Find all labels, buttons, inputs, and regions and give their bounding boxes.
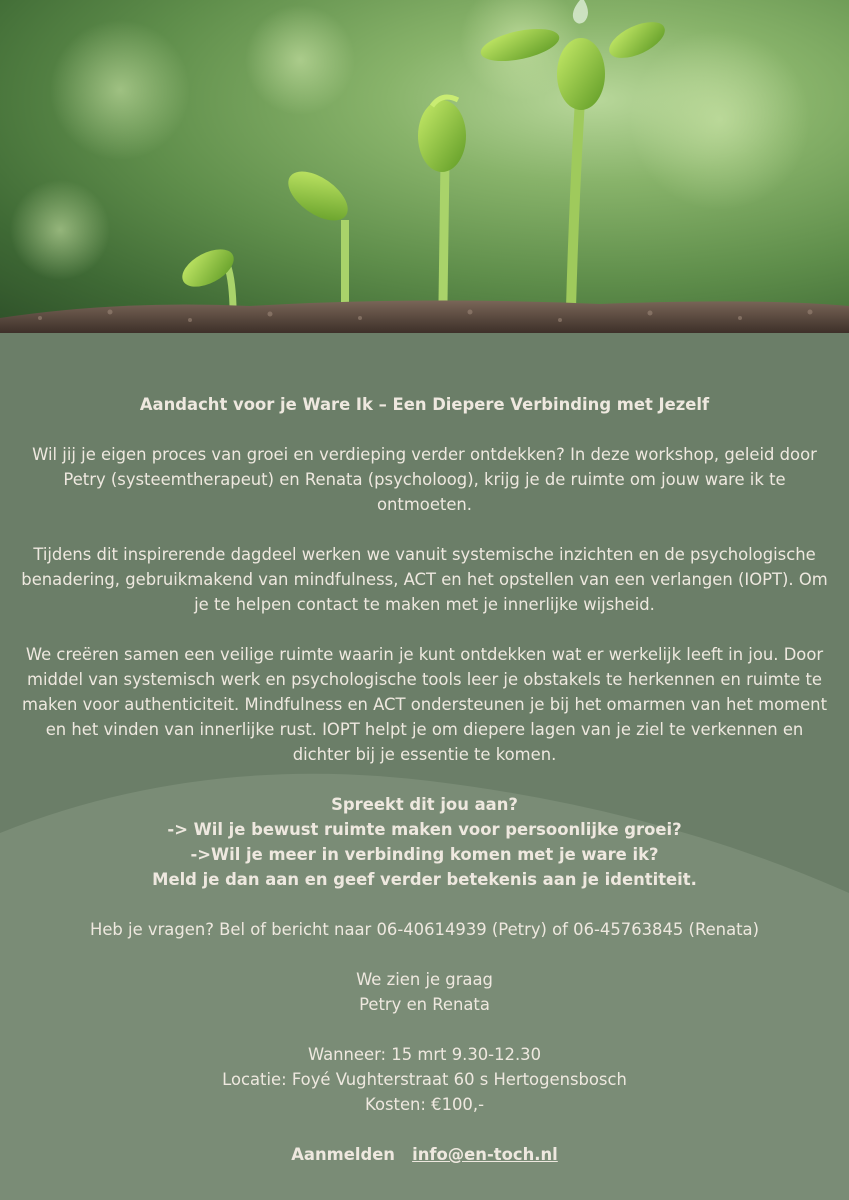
seedlings-illustration	[0, 0, 849, 333]
questions-contact: Heb je vragen? Bel of bericht naar 06-40614939 (Petry) of 06-45763845 (Renata)	[90, 920, 759, 939]
callout-item-2: ->Wil je meer in verbinding komen met je ware ik?	[190, 845, 659, 864]
signup-label: Aanmelden	[291, 1145, 395, 1164]
callout-question: Spreekt dit jou aan?	[331, 795, 518, 814]
description-paragraph: We creëren samen een veilige ruimte waarin je kunt ontdekken wat er werkelijk leeft in jou. Door middel van systemisch werk en psychologische tools leer je obstakels te herkennen en ruimte te maken voor authenticiteit. Mindfulness en ACT ondersteunen je bij het omarmen van het moment en het vinden van innerlijke rust. IOPT helpt je om diepere lagen van je ziel te verkennen en dichter bij je essentie te komen.	[22, 645, 827, 764]
hero-image	[0, 0, 849, 333]
closing-signature: Petry en Renata	[359, 995, 490, 1014]
method-paragraph: Tijdens dit inspirerende dagdeel werken we vanuit systemische inzichten en de psychologische benadering, gebruikmakend van mindfulness, ACT en het opstellen van een verlangen (IOPT). Om je te helpen contact te maken met je innerlijke wijsheid.	[21, 545, 828, 614]
flyer-title: Aandacht voor je Ware Ik – Een Diepere Verbinding met Jezelf	[139, 395, 710, 414]
event-cost: Kosten: €100,-	[365, 1095, 484, 1114]
flyer-content	[20, 392, 829, 1167]
event-location: Locatie: Foyé Vughterstraat 60 s Hertogensbosch	[222, 1070, 627, 1089]
signup-row	[20, 1142, 829, 1167]
event-date: Wanneer: 15 mrt 9.30-12.30	[307, 1045, 542, 1064]
intro-paragraph: Wil jij je eigen proces van groei en verdieping verder ontdekken? In deze workshop, geleid door Petry (systeemtherapeut) en Renata (psycholoog), krijg je de ruimte om jouw ware ik te ontmoeten.	[32, 445, 817, 514]
closing-line: We zien je graag	[356, 970, 493, 989]
callout-cta: Meld je dan aan en geef verder betekenis aan je identiteit.	[152, 870, 697, 889]
signup-email-link[interactable]: info@en-toch.nl	[412, 1145, 558, 1164]
callout-item-1: -> Wil je bewust ruimte maken voor persoonlijke groei?	[167, 820, 682, 839]
